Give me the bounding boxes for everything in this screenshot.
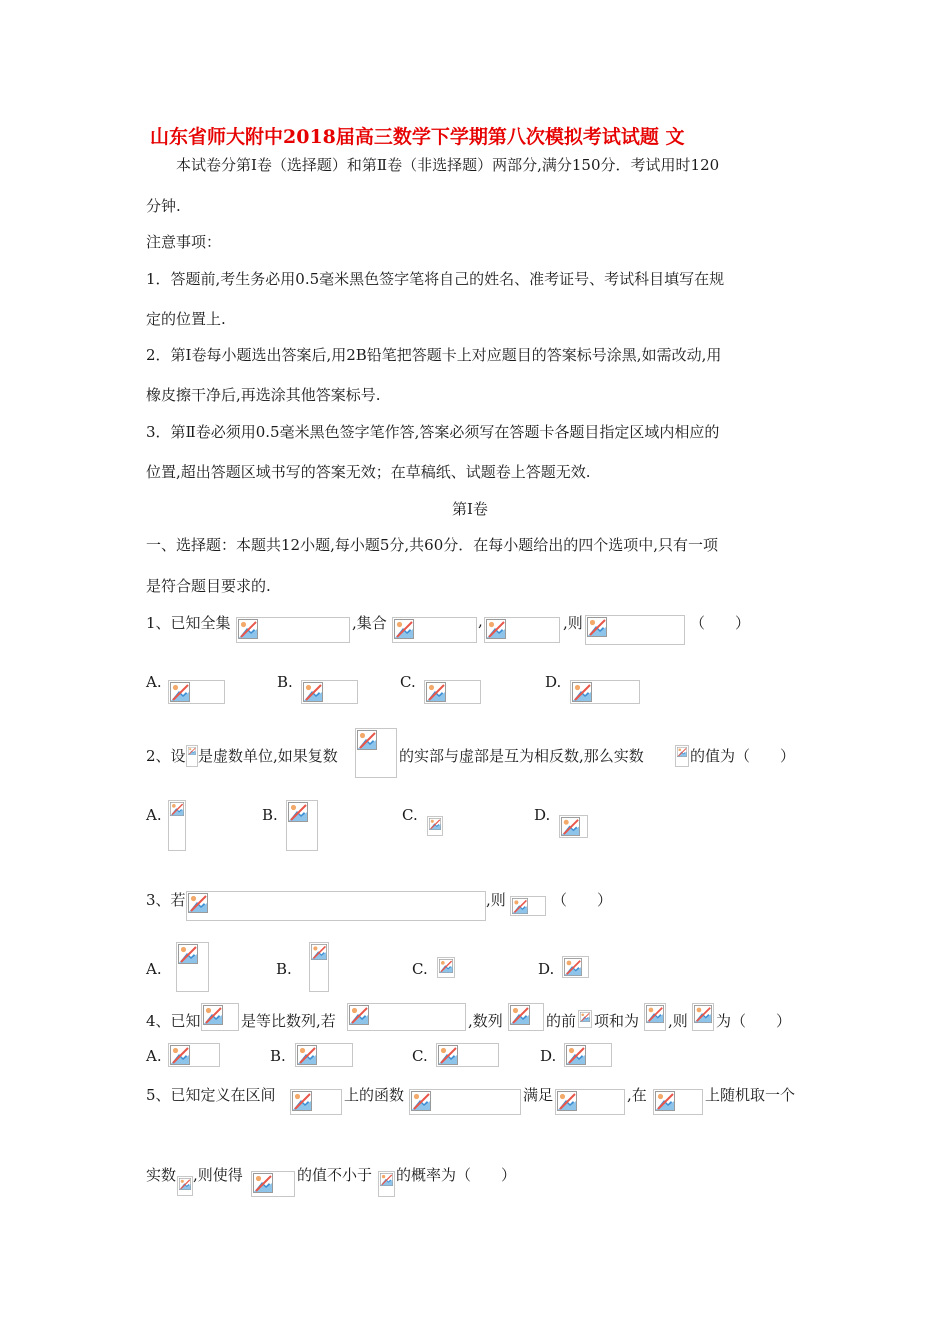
q5-text: 上的函数	[344, 1086, 405, 1104]
q4-text: 的前	[546, 1012, 577, 1030]
broken-image-icon	[297, 1045, 317, 1065]
formula-image	[692, 1003, 714, 1031]
q2-option-a-label: A.	[146, 806, 162, 824]
document-title: 山东省师大附中2018届高三数学下学期第八次模拟考试试题 文	[150, 126, 685, 148]
section-line-2: 是符合题目要求的.	[146, 577, 271, 595]
q3-answer-paren: （ ）	[552, 891, 613, 909]
formula-image	[201, 1003, 239, 1031]
broken-image-icon	[292, 1091, 312, 1111]
broken-image-icon	[646, 1005, 664, 1023]
formula-image	[347, 1003, 466, 1031]
q1-option-c-label: C.	[400, 673, 416, 691]
broken-image-icon	[557, 1091, 577, 1111]
formula-image	[555, 1089, 625, 1115]
broken-image-icon	[311, 944, 327, 960]
broken-image-icon	[170, 802, 184, 816]
broken-image-icon	[655, 1091, 675, 1111]
q1-option-a-label: A.	[146, 673, 162, 691]
broken-image-icon	[238, 619, 258, 639]
formula-image	[644, 1003, 666, 1031]
formula-image	[378, 1171, 395, 1197]
broken-image-icon	[288, 802, 308, 822]
broken-image-icon	[566, 1045, 586, 1065]
broken-image-icon	[170, 1045, 190, 1065]
q2-option-c-label: C.	[402, 806, 418, 824]
formula-image	[427, 816, 443, 836]
formula-image	[437, 957, 455, 978]
formula-image	[355, 728, 397, 778]
q2-text: 是虚数单位,如果复数	[198, 747, 338, 765]
broken-image-icon	[188, 747, 196, 755]
q5-text: 5、已知定义在区间	[146, 1086, 276, 1104]
broken-image-icon	[572, 682, 592, 702]
formula-image	[484, 617, 560, 643]
formula-image	[168, 1043, 220, 1067]
formula-image	[424, 680, 481, 704]
q2-option-b-label: B.	[262, 806, 278, 824]
formula-image	[409, 1089, 521, 1115]
broken-image-icon	[426, 682, 446, 702]
formula-image	[186, 745, 198, 767]
broken-image-icon	[179, 1178, 191, 1190]
q1-text: ,集合	[352, 614, 387, 632]
broken-image-icon	[677, 747, 687, 757]
q3-option-b-label: B.	[276, 960, 292, 978]
q2-text: 的值为（ ）	[690, 747, 796, 765]
formula-image	[510, 896, 546, 916]
q5-text: 的值不小于	[297, 1166, 373, 1184]
q3-option-a-label: A.	[146, 960, 162, 978]
formula-image	[168, 680, 225, 704]
formula-image	[392, 617, 477, 643]
broken-image-icon	[170, 682, 190, 702]
broken-image-icon	[694, 1005, 712, 1023]
broken-image-icon	[411, 1091, 431, 1111]
intro-line-1: 本试卷分第Ⅰ卷（选择题）和第Ⅱ卷（非选择题）两部分,满分150分．考试用时120	[176, 156, 720, 174]
broken-image-icon	[561, 817, 580, 836]
q1-option-d-label: D.	[545, 673, 562, 691]
broken-image-icon	[394, 619, 414, 639]
formula-image	[585, 615, 685, 645]
broken-image-icon	[564, 958, 582, 976]
q1-text: 1、已知全集	[146, 614, 231, 632]
formula-image	[570, 680, 640, 704]
q1-answer-paren: （ ）	[690, 614, 751, 632]
formula-image	[301, 680, 358, 704]
formula-image	[168, 800, 186, 851]
q2-option-d-label: D.	[534, 806, 551, 824]
formula-image	[236, 617, 350, 643]
formula-image	[309, 942, 329, 992]
broken-image-icon	[510, 1005, 530, 1025]
formula-image	[251, 1171, 295, 1197]
broken-image-icon	[587, 617, 607, 637]
formula-image	[186, 891, 486, 921]
broken-image-icon	[512, 898, 528, 914]
q5-text: 上随机取一个	[705, 1086, 796, 1104]
formula-image	[562, 956, 589, 978]
q5-text: ,则使得	[193, 1166, 243, 1184]
q5-text: 实数	[146, 1166, 177, 1184]
broken-image-icon	[203, 1005, 223, 1025]
formula-image	[559, 815, 588, 838]
note-1-line-1: 1．答题前,考生务必用0.5毫米黑色签字笔将自己的姓名、准考证号、考试科目填写在规	[146, 270, 725, 288]
broken-image-icon	[429, 818, 441, 830]
broken-image-icon	[188, 893, 208, 913]
note-3-line-1: 3．第Ⅱ卷必须用0.5毫米黑色签字笔作答,答案必须写在答题卡各题目指定区域内相应的	[146, 423, 720, 441]
formula-image	[176, 942, 209, 992]
broken-image-icon	[357, 730, 377, 750]
broken-image-icon	[438, 1045, 458, 1065]
q5-text: 的概率为（ ）	[396, 1166, 517, 1184]
q5-text: 满足	[523, 1086, 554, 1104]
part-heading: 第Ⅰ卷	[452, 500, 488, 518]
note-2-line-2: 橡皮擦干净后,再选涂其他答案标号.	[146, 386, 381, 404]
q4-option-c-label: C.	[412, 1047, 428, 1065]
broken-image-icon	[486, 619, 506, 639]
q4-text: 为（ ）	[716, 1012, 792, 1030]
note-2-line-1: 2．第Ⅰ卷每小题选出答案后,用2B铅笔把答题卡上对应题目的答案标号涂黑,如需改动,用	[146, 346, 722, 364]
q3-text: 3、若	[146, 891, 186, 909]
broken-image-icon	[380, 1173, 393, 1186]
formula-image	[564, 1043, 612, 1067]
formula-image	[286, 800, 318, 851]
formula-image	[290, 1089, 342, 1115]
q4-text: ,则	[668, 1012, 688, 1030]
notes-heading: 注意事项：	[146, 233, 222, 251]
broken-image-icon	[580, 1012, 590, 1022]
q4-text: 是等比数列,若	[241, 1012, 336, 1030]
intro-line-2: 分钟.	[146, 197, 181, 215]
broken-image-icon	[439, 959, 453, 973]
q4-text: 项和为	[594, 1012, 640, 1030]
q1-text: ,	[478, 612, 483, 630]
formula-image	[508, 1003, 544, 1031]
q4-option-a-label: A.	[146, 1047, 162, 1065]
broken-image-icon	[178, 944, 198, 964]
q4-option-b-label: B.	[270, 1047, 286, 1065]
formula-image	[578, 1010, 592, 1028]
q3-option-c-label: C.	[412, 960, 428, 978]
q4-text: 4、已知	[146, 1012, 201, 1030]
broken-image-icon	[253, 1173, 273, 1193]
formula-image	[295, 1043, 353, 1067]
formula-image	[675, 745, 689, 767]
note-3-line-2: 位置,超出答题区域书写的答案无效；在草稿纸、试题卷上答题无效.	[146, 463, 591, 481]
q1-text: ,则	[563, 614, 583, 632]
q2-text: 2、设	[146, 747, 186, 765]
formula-image	[653, 1089, 703, 1115]
q4-text: ,数列	[468, 1012, 503, 1030]
q3-text: ,则	[486, 891, 506, 909]
q3-option-d-label: D.	[538, 960, 555, 978]
broken-image-icon	[303, 682, 323, 702]
formula-image	[177, 1176, 193, 1196]
q5-text: ,在	[627, 1086, 647, 1104]
formula-image	[436, 1043, 499, 1067]
note-1-line-2: 定的位置上.	[146, 310, 226, 328]
q1-option-b-label: B.	[277, 673, 293, 691]
broken-image-icon	[349, 1005, 369, 1025]
q2-text: 的实部与虚部是互为相反数,那么实数	[399, 747, 644, 765]
q4-option-d-label: D.	[540, 1047, 557, 1065]
section-line-1: 一、选择题：本题共12小题,每小题5分,共60分．在每小题给出的四个选项中,只有一项	[146, 536, 719, 554]
